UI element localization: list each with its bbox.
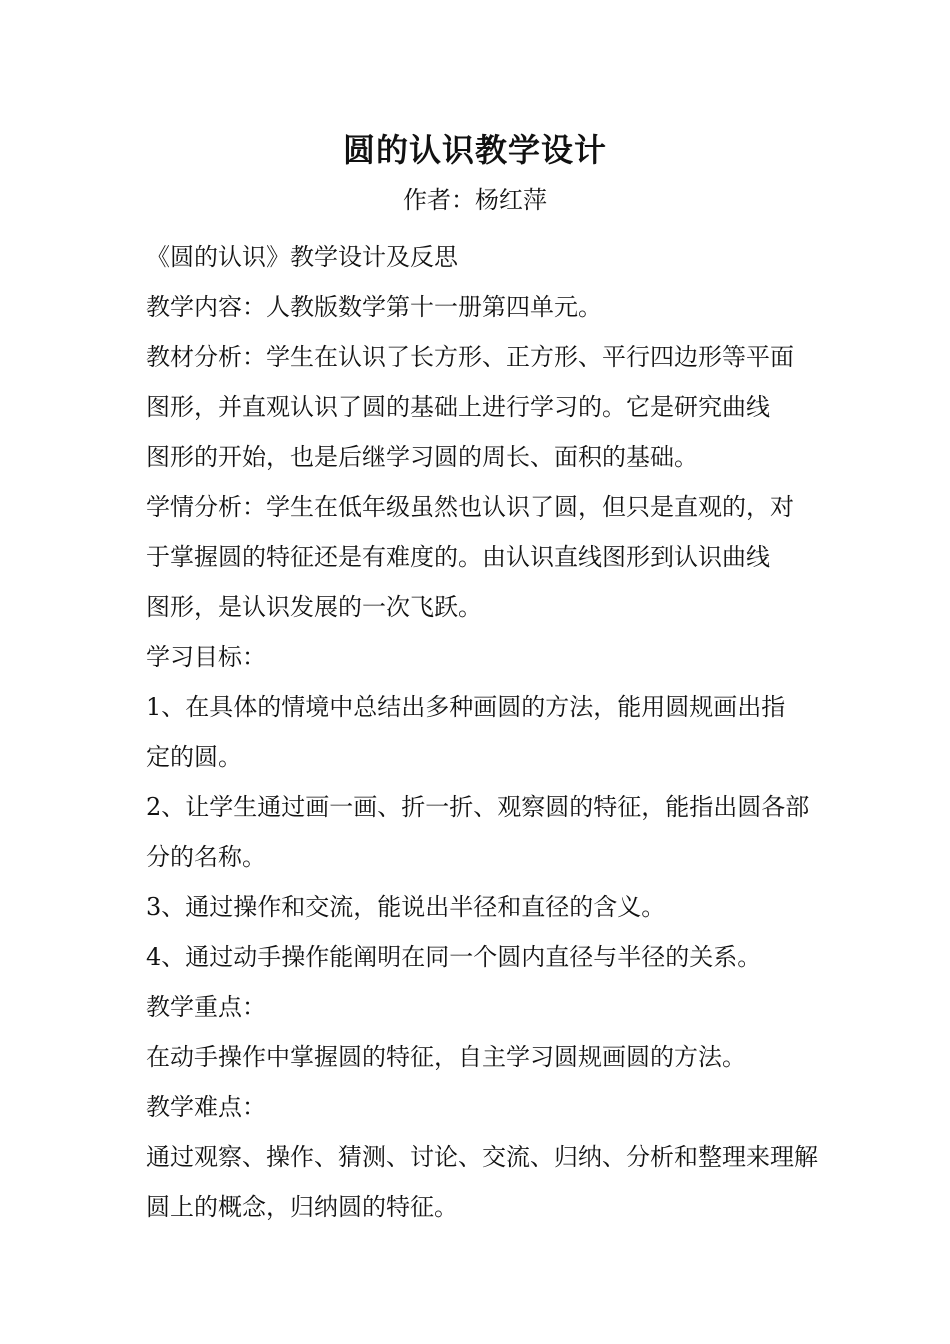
text-line: 圆上的概念，归纳圆的特征。 <box>146 1193 458 1221</box>
text-line: 教学难点： <box>146 1093 266 1121</box>
text-line: 在动手操作中掌握圆的特征，自主学习圆规画圆的方法。 <box>146 1043 746 1071</box>
text-line: 教学重点： <box>146 993 266 1021</box>
text-line: 学习目标： <box>146 643 266 671</box>
text-line: 分的名称。 <box>146 843 266 871</box>
document-author: 作者：杨红萍 <box>403 186 547 214</box>
text-line: 《圆的认识》教学设计及反思 <box>146 243 458 271</box>
document-body <box>146 232 818 1232</box>
text-line: 图形的开始，也是后继学习圆的周长、面积的基础。 <box>146 443 698 471</box>
text-line: 学情分析：学生在低年级虽然也认识了圆，但只是直观的，对 <box>146 493 794 521</box>
document-title: 圆的认识教学设计 <box>342 131 607 169</box>
text-line: 于掌握圆的特征还是有难度的。由认识直线图形到认识曲线 <box>146 543 770 571</box>
text-line: 4、通过动手操作能阐明在同一个圆内直径与半径的关系。 <box>146 943 762 971</box>
text-line: 图形，并直观认识了圆的基础上进行学习的。它是研究曲线 <box>146 393 770 421</box>
text-line: 定的圆。 <box>146 743 242 771</box>
text-line: 通过观察、操作、猜测、讨论、交流、归纳、分析和整理来理解 <box>146 1143 818 1171</box>
text-line: 图形，是认识发展的一次飞跃。 <box>146 593 482 621</box>
text-line: 2、让学生通过画一画、折一折、观察圆的特征，能指出圆各部 <box>146 793 810 821</box>
text-line: 3、通过操作和交流，能说出半径和直径的含义。 <box>146 893 666 921</box>
text-line: 教学内容：人教版数学第十一册第四单元。 <box>146 293 602 321</box>
text-line: 教材分析：学生在认识了长方形、正方形、平行四边形等平面 <box>146 343 794 371</box>
text-line: 1、在具体的情境中总结出多种画圆的方法，能用圆规画出指 <box>146 693 786 721</box>
